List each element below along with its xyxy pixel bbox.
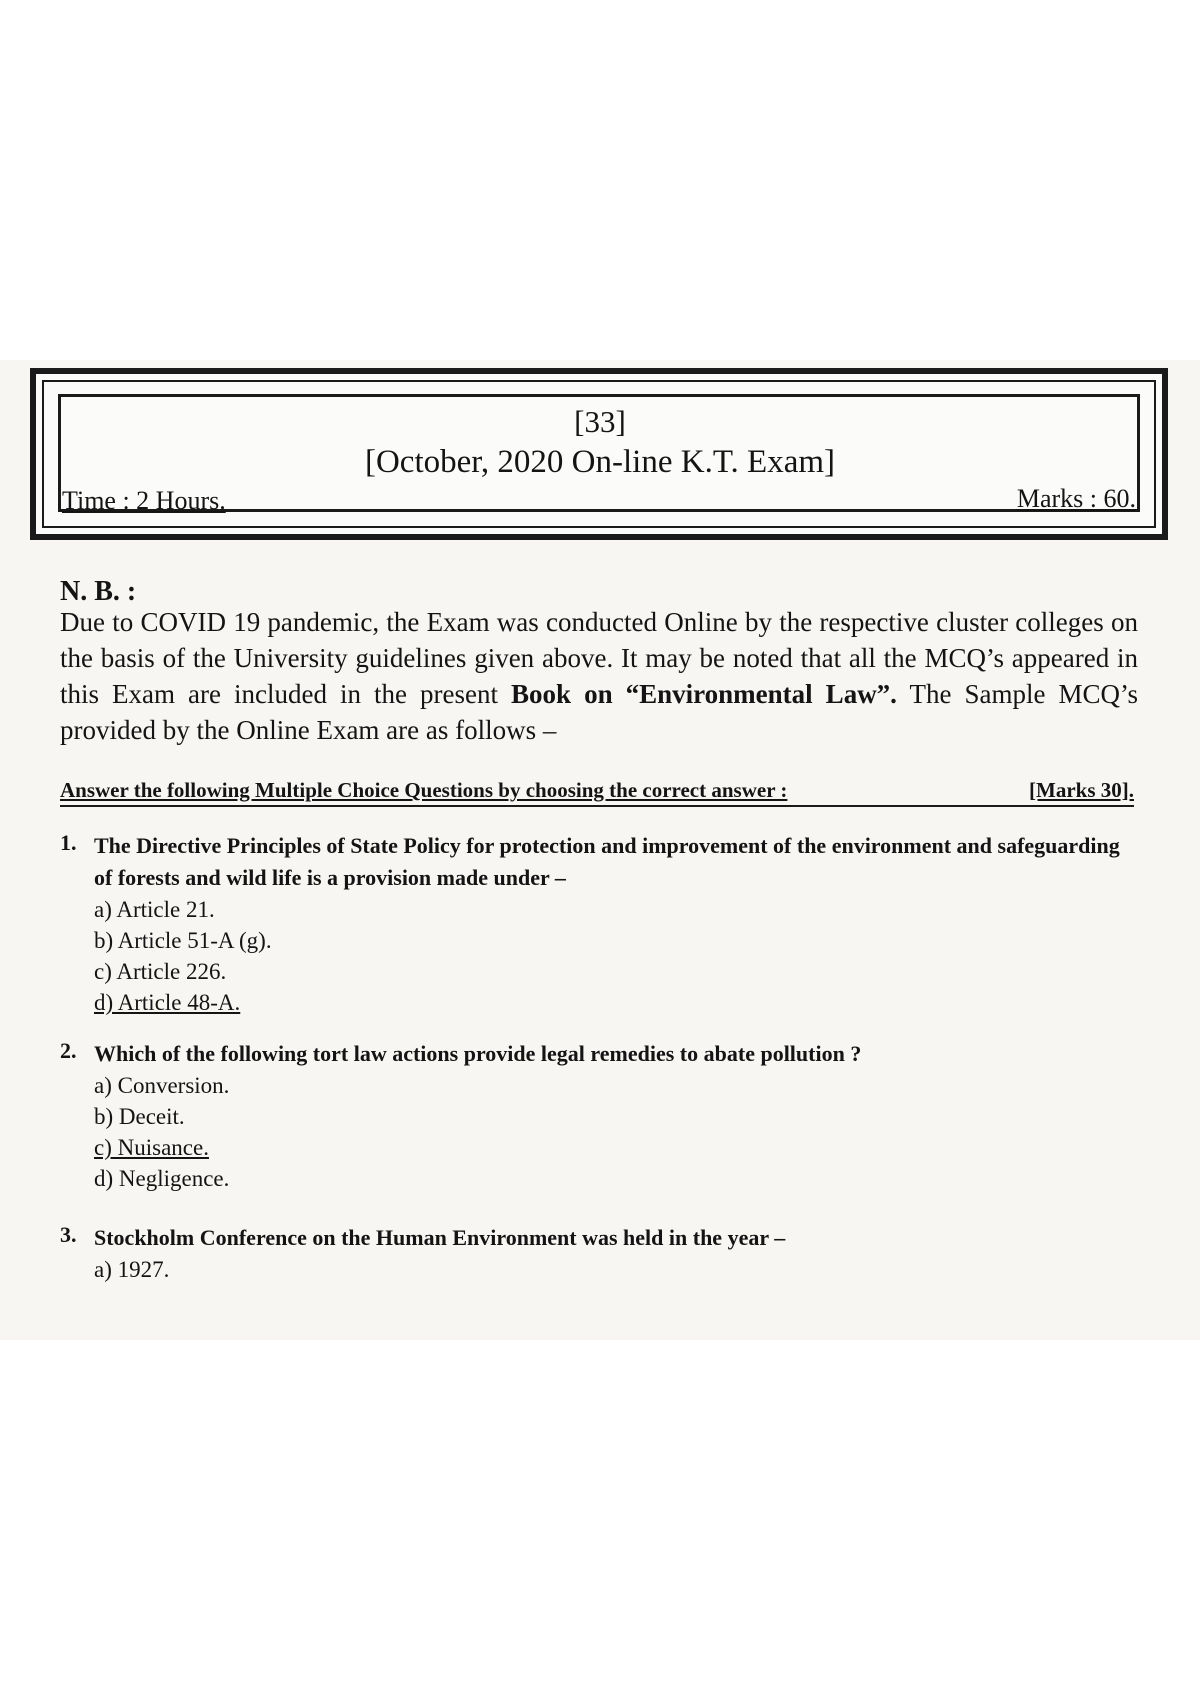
note-book-title: Book on “Environmental Law”. <box>511 679 897 709</box>
question-2 <box>60 1038 1140 1194</box>
question-text: The Directive Principles of State Policy for protection and improvement of the environment and safeguarding of forests and wild life is a provision made under – <box>94 833 1120 890</box>
instruction-line <box>60 778 1134 807</box>
instruction-text: Answer the following Multiple Choice Questions by choosing the correct answer : <box>60 778 788 802</box>
option-a: a) Article 21. <box>94 897 215 922</box>
question-number: 3. <box>60 1222 77 1247</box>
option-a: a) 1927. <box>94 1257 170 1282</box>
note-heading: N. B. : <box>60 576 137 607</box>
note-body <box>60 604 1138 748</box>
exam-title: [October, 2020 On-line K.T. Exam] <box>364 444 835 480</box>
question-number: 1. <box>60 830 77 855</box>
question-1 <box>60 830 1140 1018</box>
question-number: 2. <box>60 1038 77 1063</box>
option-d: d) Negligence. <box>94 1166 230 1191</box>
option-list <box>94 894 1140 1018</box>
question-text: Which of the following tort law actions provide legal remedies to abate pollution ? <box>94 1041 862 1066</box>
note-body-text-end: The Sample MCQ’s provided by the Online Exam are as follows – <box>60 679 1139 745</box>
option-b: b) Article 51-A (g). <box>94 928 272 953</box>
question-text: Stockholm Conference on the Human Environment was held in the year – <box>94 1225 786 1250</box>
option-d: d) Article 48-A. <box>94 990 241 1015</box>
note-body-text: Due to COVID 19 pandemic, the Exam was conducted Online by the respective cluster colleges on the basis of the University guidelines given above. It may be noted that all the MCQ’s appeared in this Exam are included in the present <box>60 607 1138 709</box>
option-c: c) Article 226. <box>94 959 227 984</box>
instruction-marks: [Marks 30]. <box>1029 778 1134 802</box>
exam-number: [33] <box>574 404 626 439</box>
exam-total-marks: Marks : 60. <box>1016 484 1136 513</box>
question-3 <box>60 1222 1140 1285</box>
option-b: b) Deceit. <box>94 1104 185 1129</box>
option-list <box>94 1070 1140 1194</box>
exam-duration: Time : 2 Hours. <box>62 486 226 515</box>
option-list <box>94 1254 1140 1285</box>
option-c: c) Nuisance. <box>94 1135 209 1160</box>
option-a: a) Conversion. <box>94 1073 230 1098</box>
